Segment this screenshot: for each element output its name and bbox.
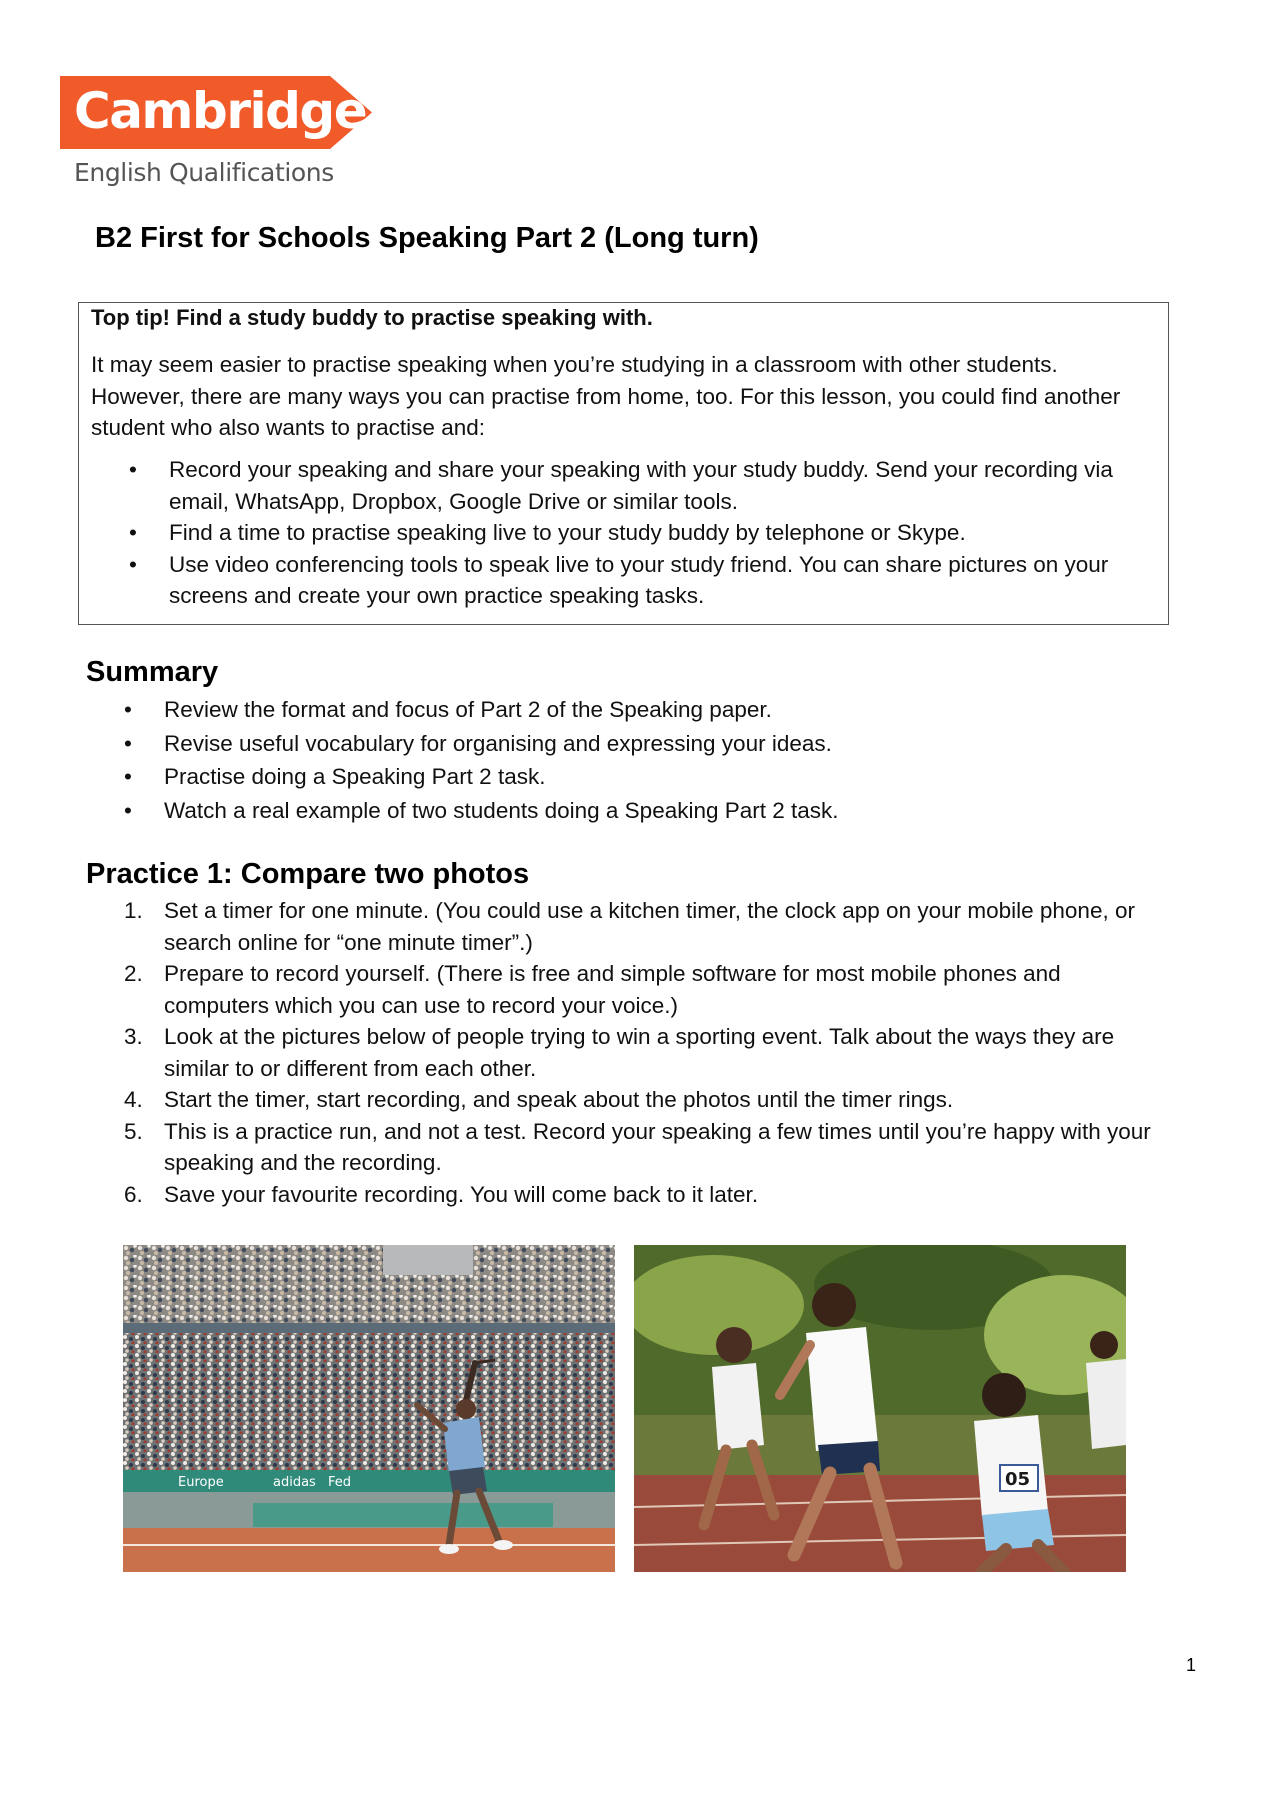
step-number: 3. [124, 1024, 143, 1049]
banner-europe: Europe [178, 1475, 224, 1490]
summary-item: • Watch a real example of two students doing a Speaking Part 2 task. [86, 794, 1146, 828]
step-text: This is a practice run, and not a test. Record your speaking a few times until you’re happy with your speaking and the recording. [164, 1118, 1151, 1175]
top-tip-list [91, 454, 1151, 612]
runner-bib-number: 05 [1005, 1469, 1031, 1490]
top-tip-item: • Record your speaking and share your speaking with your study buddy. Send your recording via email, WhatsApp, Dropbox, Google Drive or similar tools. [91, 454, 1151, 517]
banner-fed: Fed [328, 1475, 352, 1490]
photo-tennis [123, 1245, 615, 1572]
practice-steps [86, 895, 1166, 1210]
practice-heading: Practice 1: Compare two photos [86, 858, 530, 890]
photo-running-race [634, 1245, 1126, 1572]
step-text: Look at the pictures below of people trying to win a sporting event. Talk about the ways they are similar to or different from each other. [164, 1024, 1115, 1081]
summary-item: • Review the format and focus of Part 2 of the Speaking paper. [86, 693, 1146, 727]
logo-wordmark: Cambridge [74, 82, 367, 140]
top-tip-item: • Find a time to practise speaking live to your study buddy by telephone or Skype. [91, 517, 1151, 549]
top-tip-heading: Top tip! Find a study buddy to practise speaking with. [91, 305, 653, 330]
page-title: B2 First for Schools Speaking Part 2 (Long turn) [95, 222, 759, 254]
top-tip-item: • Use video conferencing tools to speak live to your study friend. You can share pictures on your screens and create your own practice speaking tasks. [91, 549, 1151, 612]
step-text: Set a timer for one minute. (You could use a kitchen timer, the clock app on your mobile phone, or search online for “one minute timer”.) [164, 898, 1135, 955]
summary-item: • Practise doing a Speaking Part 2 task. [86, 760, 1146, 794]
top-tip-intro: It may seem easier to practise speaking when you’re studying in a classroom with other students. However, there are many ways you can practise from home, too. For this lesson, you could find another student who also wants to practise and: [91, 352, 1121, 440]
step-number: 5. [124, 1118, 143, 1144]
step-number: 2. [124, 961, 143, 986]
top-tip-box [78, 302, 1169, 625]
summary-item: • Revise useful vocabulary for organising and expressing your ideas. [86, 727, 1146, 761]
step-text: Prepare to record yourself. (There is free and simple software for most mobile phones and computers which you can use to record your voice.) [164, 961, 1061, 1018]
page-number: 1 [1186, 1655, 1197, 1675]
practice-step [86, 1179, 1166, 1211]
logo-banner [60, 76, 372, 149]
cambridge-logo [60, 76, 372, 187]
summary-list [86, 693, 1146, 827]
step-text: Start the timer, start recording, and speak about the photos until the timer rings. [164, 1087, 954, 1112]
summary-heading: Summary [86, 656, 219, 688]
practice-step [86, 1116, 1166, 1179]
practice-step [86, 1021, 1166, 1084]
tennis-scene-illustration [123, 1245, 615, 1572]
practice-step [86, 958, 1166, 1021]
banner-adidas: adidas [273, 1475, 316, 1490]
logo-subtitle: English Qualifications [74, 158, 334, 187]
step-number: 4. [124, 1087, 143, 1112]
practice-step [86, 1084, 1166, 1116]
step-number: 1. [124, 898, 143, 923]
step-text: Save your favourite recording. You will come back to it later. [164, 1181, 759, 1207]
step-number: 6. [124, 1181, 143, 1207]
running-scene-illustration [634, 1245, 1126, 1572]
practice-step [86, 895, 1166, 958]
